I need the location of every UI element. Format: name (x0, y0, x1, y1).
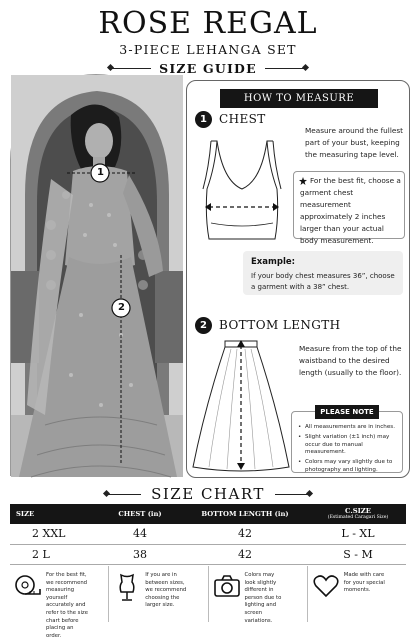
bottom-length-cell: 42 (180, 524, 310, 544)
table-header-row (10, 504, 406, 524)
note-item: • Slight variation (±1 inch) may occur due to manual measurement. (298, 434, 402, 457)
footer-tips (10, 566, 406, 639)
chest-cell: 44 (100, 524, 180, 544)
page-title: ROSE REGAL (98, 6, 318, 41)
size-cell: 2 XXL (10, 524, 100, 544)
footer-tip-text: If you are in between sizes, we recommend choosing the larger size. (145, 572, 187, 609)
size-guide-heading (0, 60, 416, 76)
size-guide-title: SIZE GUIDE (159, 60, 257, 76)
size-cell: 2 L (10, 544, 100, 564)
footer-tip (307, 566, 406, 622)
how-to-measure-heading: HOW TO MEASURE (220, 89, 378, 108)
csize-cell: S - M (310, 544, 406, 564)
column-header-chest: CHEST (in) (100, 504, 180, 524)
size-chart-table (10, 504, 406, 565)
example-title: Example: (251, 257, 296, 267)
bottom-instruction: Measure from the top of the waistband to the desired length (usually to the floor). (299, 344, 402, 377)
photo-marker-1: 1 (97, 167, 104, 178)
note-list (298, 424, 402, 477)
column-header-csize (310, 504, 406, 524)
chest-instruction: Measure around the fullest part of your bust, keeping the measuring tape level. (305, 126, 404, 159)
footer-tip (10, 566, 108, 639)
chest-cell: 38 (100, 544, 180, 564)
skirt-diagram (191, 337, 291, 473)
footer-tip-text: Made with care for your special moments. (343, 572, 385, 594)
divider (111, 68, 151, 69)
divider (107, 494, 141, 495)
divider (275, 494, 309, 495)
please-note-title: PLEASE NOTE (315, 405, 379, 419)
bottom-length-cell: 42 (180, 544, 310, 564)
csize-cell: L - XL (310, 524, 406, 544)
model-illustration (11, 75, 183, 477)
table-row (10, 524, 406, 544)
example-text: If your body chest measures 36”, choose a garment with a 38” chest. (251, 272, 395, 291)
bottom-step-number: 2 (195, 317, 212, 334)
footer-tip-text: Colors may look slightly different in person due to lighting and screen variations. (244, 572, 282, 624)
chest-tip-text: For the best fit, choose a garment chest measurement approximately 2 inches larger than your actual body measurement. (300, 176, 401, 245)
table-row (10, 544, 406, 564)
measuring-tape-icon (14, 572, 42, 600)
bottom-label: BOTTOM LENGTH (219, 318, 341, 332)
size-chart-title: SIZE CHART (151, 485, 265, 503)
blouse-diagram (197, 137, 287, 241)
example-box (243, 251, 403, 295)
note-item: • All measurements are in inches. (298, 424, 402, 432)
size-chart-heading (0, 484, 416, 504)
chest-step-number: 1 (195, 111, 212, 128)
dress-form-icon (113, 572, 141, 602)
divider (265, 68, 305, 69)
footer-tip (108, 566, 207, 622)
chest-tip-box (293, 171, 405, 245)
chest-label: CHEST (219, 112, 266, 126)
please-note-box (291, 408, 403, 473)
camera-icon (213, 572, 241, 600)
footer-tip (208, 566, 307, 622)
csize-sublabel: (Estimated Caragari Size) (327, 515, 389, 520)
column-header-size: SIZE (10, 504, 100, 524)
model-photo (10, 74, 182, 476)
csize-label: C.SIZE (345, 507, 371, 515)
page-subtitle: 3-PIECE LEHANGA SET (119, 42, 297, 57)
header (0, 0, 416, 76)
photo-marker-2: 2 (118, 302, 125, 313)
how-to-measure-panel (186, 80, 410, 478)
footer-tip-text: For the best fit, we recommend measuring yourself accurately and refer to the size chart before placing an order. (46, 572, 88, 639)
column-header-bottom-length: BOTTOM LENGTH (in) (180, 504, 310, 524)
note-item: • Colors may vary slightly due to photography and lighting. (298, 459, 402, 475)
heart-icon (312, 572, 340, 600)
